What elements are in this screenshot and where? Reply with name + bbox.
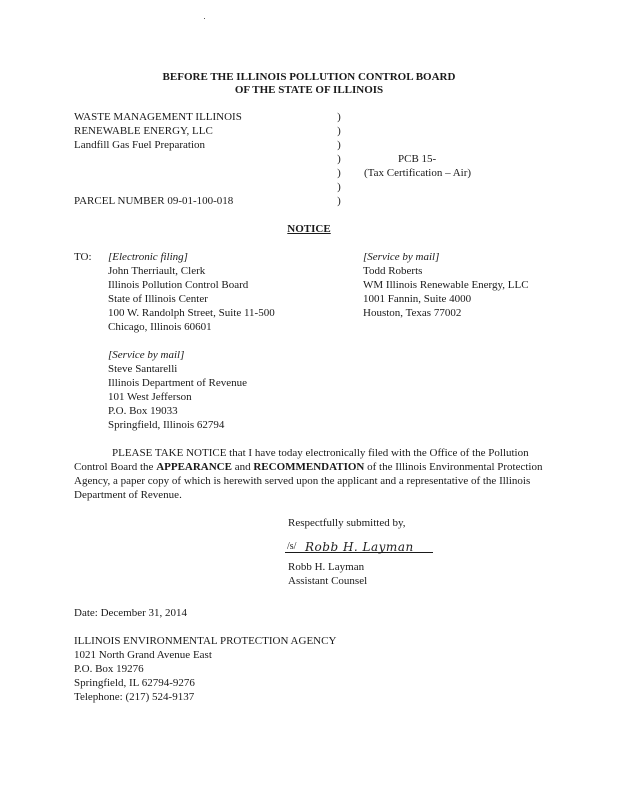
service-method: [Service by mail]	[363, 251, 440, 263]
paragraph-text: PLEASE TAKE NOTICE that I have today electronically filed with the Office of the Pollution Control Board the	[74, 447, 529, 473]
state-heading: OF THE STATE OF ILLINOIS	[234, 84, 384, 96]
address-line: Chicago, Illinois 60601	[108, 321, 212, 333]
service-method: [Service by mail]	[108, 349, 185, 361]
caption-line	[74, 152, 242, 166]
paren: )	[337, 153, 341, 165]
paragraph-text: and	[231, 461, 254, 473]
notice-paragraph	[74, 446, 544, 502]
address-line: Houston, Texas 77002	[363, 307, 462, 319]
paren: )	[337, 139, 341, 151]
address-line: 1021 North Grand Avenue East	[74, 649, 212, 661]
paren: )	[337, 181, 341, 193]
address-line: Springfield, IL 62794-9276	[74, 677, 195, 689]
recommendation-term: RECOMMENDATION	[253, 461, 365, 473]
address-line: P.O. Box 19033	[108, 405, 178, 417]
parcel-number: PARCEL NUMBER 09-01-100-018	[74, 195, 234, 207]
revenue-address-block	[108, 348, 247, 432]
address-line: P.O. Box 19276	[74, 663, 144, 675]
caption-line	[74, 180, 242, 194]
address-line: 101 West Jefferson	[108, 391, 192, 403]
agency-name: ILLINOIS ENVIRONMENTAL PROTECTION AGENCY	[74, 635, 337, 647]
address-line: Todd Roberts	[363, 265, 423, 277]
scan-speck	[204, 18, 205, 19]
applicant-address-block	[363, 250, 529, 320]
signer-name: Robb H. Layman	[288, 561, 365, 573]
board-heading: BEFORE THE ILLINOIS POLLUTION CONTROL BOARD	[162, 71, 456, 83]
sig-prefix: /s/	[287, 541, 297, 552]
signer-title: Assistant Counsel	[288, 575, 368, 587]
service-method: [Electronic filing]	[108, 251, 188, 263]
address-line: State of Illinois Center	[108, 293, 208, 305]
address-line: Springfield, Illinois 62794	[108, 419, 225, 431]
caption-parentheses	[334, 110, 344, 208]
signature: Robb H. Layman	[305, 540, 414, 554]
address-line: Illinois Department of Revenue	[108, 377, 247, 389]
signature-line	[285, 552, 433, 553]
caption-line: WASTE MANAGEMENT ILLINOIS	[74, 111, 242, 123]
clerk-address-block	[108, 250, 275, 334]
date-line: Date: December 31, 2014	[74, 607, 188, 619]
case-number: PCB 15-	[398, 153, 437, 165]
paren: )	[337, 167, 341, 179]
address-line: Illinois Pollution Control Board	[108, 279, 249, 291]
paragraph-text: of the Illinois Environmental Protection Agency, a paper copy of which is herewith served upon the applicant and a representative of the Illinois Department of Revenue.	[74, 461, 543, 501]
caption-line	[74, 166, 242, 180]
address-line: WM Illinois Renewable Energy, LLC	[363, 279, 529, 291]
paren: )	[337, 125, 341, 137]
appearance-term: APPEARANCE	[156, 461, 232, 473]
case-type: (Tax Certification – Air)	[364, 167, 472, 179]
paren: )	[337, 195, 341, 207]
address-line: 100 W. Randolph Street, Suite 11-500	[108, 307, 275, 319]
paren: )	[337, 111, 341, 123]
caption-line: Landfill Gas Fuel Preparation	[74, 139, 206, 151]
address-line: 1001 Fannin, Suite 4000	[363, 293, 472, 305]
agency-address-block	[74, 634, 336, 704]
caption-line: RENEWABLE ENERGY, LLC	[74, 125, 213, 137]
respectfully-submitted: Respectfully submitted by,	[288, 517, 406, 529]
case-caption-parties	[74, 110, 242, 208]
address-line: Steve Santarelli	[108, 363, 178, 375]
notice-title: NOTICE	[287, 223, 331, 235]
telephone: Telephone: (217) 524-9137	[74, 691, 195, 703]
address-line: John Therriault, Clerk	[108, 265, 206, 277]
to-label: TO:	[74, 251, 92, 263]
